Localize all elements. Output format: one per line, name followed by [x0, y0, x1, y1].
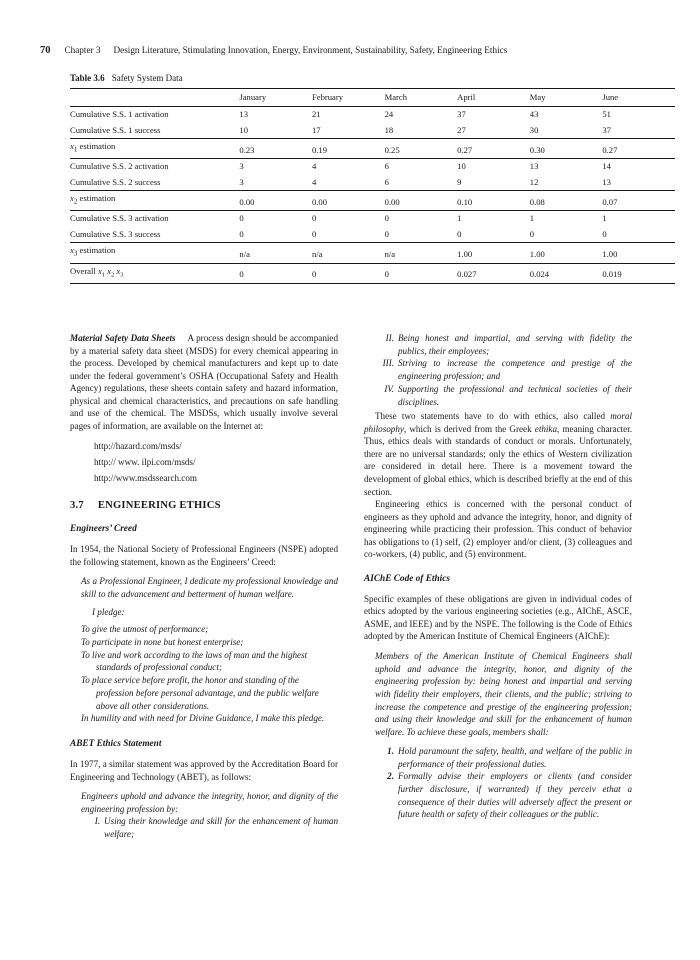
row-value: 0: [602, 228, 607, 239]
row-value: 0: [239, 228, 244, 239]
section-title: ENGINEERING ETHICS: [97, 500, 221, 512]
row-value: 6: [385, 159, 458, 175]
row-value: 0.00: [385, 191, 458, 211]
variable-subscript: 3: [73, 250, 78, 259]
list-marker: 2.: [387, 771, 394, 782]
row-value: 0.024: [530, 263, 603, 283]
row-value: 1: [602, 211, 675, 227]
row-label-rest: estimation: [77, 245, 116, 256]
row-value: 13: [530, 159, 603, 175]
row-label-x1: [70, 139, 239, 159]
section-number: 3.7: [70, 500, 84, 512]
row-value: 9: [457, 176, 462, 187]
list-item: [375, 383, 632, 408]
header-cell-april: April: [457, 89, 530, 107]
row-value: n/a: [239, 243, 312, 263]
row-label-overall: [70, 263, 239, 283]
variable-x: x: [70, 141, 74, 151]
row-value: 13: [602, 176, 611, 187]
abet-quote-block: [70, 790, 338, 841]
variable-subscript: 2: [73, 197, 78, 206]
abet-quote-continued: [364, 332, 632, 408]
row-value: 0: [529, 228, 535, 239]
row-value: 51: [602, 107, 675, 123]
table-row: [70, 243, 675, 263]
engineering-ethics-paragraph: Engineering ethics is concerned with the personal conduct of engineers as they uphold and advance the integrity, honor, and dignity of engineering while practicing their profession. This conduct of behavior has obligations to (1) self, (2) employer and/or client, (3) colleagues and co-workers, (4) public, and (5) environment.: [364, 499, 632, 560]
variable-x: x: [70, 193, 74, 204]
row-value: 0: [385, 263, 458, 283]
subheading-abet-ethics-statement: ABET Ethics Statement: [70, 738, 162, 749]
table-row: [70, 191, 675, 211]
creed-pledge-item: To live and work according to the laws of man and the highest standards of professional conduct;: [81, 649, 308, 673]
row-label: Cumulative S.S. 2 activation: [70, 159, 239, 175]
row-value: 0.25: [385, 139, 458, 159]
row-value: 4: [312, 159, 385, 175]
url-item-msdssearch[interactable]: http://www.msdssearch.com: [94, 472, 197, 483]
row-value: 10: [457, 159, 530, 175]
variable-x2: $x_2$: [107, 265, 115, 279]
moral-philosophy-paragraph: [364, 410, 632, 498]
running-head: [40, 44, 670, 57]
page-number: 70: [40, 45, 51, 56]
list-item-text: Supporting the professional and technical societies of their disciplines.: [398, 383, 632, 407]
row-value: 24: [385, 107, 458, 123]
row-value: 6: [384, 176, 389, 187]
msds-url-list: [70, 439, 338, 486]
list-item-text: Using their knowledge and skill for the enhancement of human welfare;: [104, 816, 338, 840]
table-caption: [70, 72, 675, 84]
row-value: 0: [239, 263, 312, 283]
moral-text-a: These two statements have to do with ethics, also called: [375, 411, 611, 422]
list-item: [81, 815, 338, 840]
list-item: [375, 770, 632, 821]
msds-paragraph: [70, 332, 338, 432]
row-value: 0.00: [239, 191, 312, 211]
row-value: 18: [384, 124, 394, 135]
header-cell-may: May: [530, 89, 603, 107]
creed-pledge-item: To give the utmost of performance;: [81, 624, 209, 635]
row-value: 0: [311, 228, 317, 239]
row-value: 0: [385, 211, 458, 227]
variable-x1: $x_1$: [97, 265, 106, 279]
row-value: n/a: [385, 243, 458, 263]
table-row: [70, 211, 675, 227]
table-row: [70, 263, 675, 283]
chapter-label: Chapter 3: [64, 45, 101, 55]
abet-intro-paragraph: In 1977, a similar statement was approved by the Accreditation Board for Engineering and Technology (ABET), as follows:: [70, 758, 338, 782]
body-columns: [70, 332, 632, 952]
header-cell-blank: [70, 89, 239, 107]
row-value: 0.27: [457, 139, 530, 159]
row-value: 1: [457, 211, 530, 227]
row-value: 37: [457, 107, 530, 123]
ethika-italic: ethika: [534, 423, 558, 434]
table-row: [70, 123, 675, 139]
left-column: [70, 332, 338, 841]
creed-pledge-item: In humility and with need for Divine Guidance, I make this pledge.: [81, 713, 325, 724]
variable-x3: $x_3$: [116, 265, 124, 279]
subheading-engineers-creed: Engineers’ Creed: [70, 524, 137, 535]
moral-text-c: , meaning character. Thus, ethics deals with standards of conduct or morals. Unfortunately, there are no universal standards; only the ethics of Western civilization are considered in detail here. There is a movement toward the development of global ethics, which is described briefly at the end of this section.: [364, 423, 632, 497]
creed-quote-first: As a Professional Engineer, I dedicate my professional knowledge and skill to the advancement and betterment of human welfare.: [81, 576, 338, 599]
row-value: 0.019: [602, 263, 675, 283]
table-row: [70, 107, 675, 123]
row-value: 0.00: [312, 191, 385, 211]
list-item: [375, 357, 632, 382]
moral-text-b: , which is derived from the Greek: [403, 423, 535, 434]
row-label: Cumulative S.S. 1 success: [70, 124, 161, 135]
aiche-quote-text: Members of the American Institute of Chemical Engineers shall uphold and advance the integrity, honor, and dignity of the engineering profession by: being honest and impartial and serving with fidelity their employers, their clients, and the public; striving to increase the competence and prestige of the engineering profession; and using their knowledge and skill for the enhancement of human welfare. To achieve these goals, members shall:: [375, 650, 632, 738]
row-value: 0.19: [312, 139, 385, 159]
subheading-aiche-code-of-ethics: AIChE Code of Ethics: [364, 573, 451, 584]
row-value: 0.027: [457, 263, 530, 283]
running-title: Design Literature, Stimulating Innovation, Energy, Environment, Sustainability, Safety, Engineering Ethics: [113, 45, 508, 55]
safety-system-data-table: [70, 88, 675, 284]
row-value: 1: [530, 211, 603, 227]
row-label-x3: [70, 243, 239, 263]
table-row: [70, 227, 675, 243]
msds-runin-heading: Material Safety Data Sheets: [70, 333, 176, 343]
engineers-creed-quote: [70, 575, 338, 725]
list-item: [375, 745, 632, 770]
row-label-rest: estimation: [77, 141, 116, 151]
list-item-text: Hold paramount the safety, health, and welfare of the public in performance of their professional duties.: [398, 745, 632, 769]
row-value: 1.00: [530, 243, 603, 263]
abet-roman-list: [81, 815, 338, 840]
aiche-code-quote: [364, 650, 632, 821]
variable-x: x: [70, 245, 74, 256]
creed-intro-paragraph: In 1954, the National Society of Professional Engineers (NSPE) adopted the following statement, known as the Engineers’ Creed:: [70, 544, 338, 567]
row-value: 3: [239, 176, 244, 187]
row-label: Cumulative S.S. 3 activation: [70, 211, 239, 227]
row-value: 0: [312, 211, 385, 227]
row-value: 0.30: [530, 139, 603, 159]
aiche-numbered-list: [375, 745, 632, 821]
header-cell-march: March: [385, 89, 458, 107]
abet-roman-list-continued: [375, 332, 632, 408]
row-value: 0.07: [602, 191, 675, 211]
row-value: 0.10: [457, 191, 530, 211]
list-marker: II.: [385, 333, 394, 343]
table-number: Table 3.6: [70, 73, 105, 83]
list-item: [375, 332, 632, 357]
row-value: 0.08: [530, 191, 603, 211]
abet-quote-intro: Engineers uphold and advance the integrity, honor, and dignity of the engineering profession by:: [81, 791, 338, 814]
variable-subscript: 1: [73, 145, 78, 154]
section-heading-3-7: [70, 499, 338, 513]
row-value: 0.23: [239, 139, 312, 159]
list-marker: IV.: [384, 383, 394, 394]
row-value: 27: [457, 124, 466, 135]
list-item-text: Formally advise their employers or clients (and consider further disclosure, if warranted) if they perceiv ethat a consequence of their duties will adversely affect the present or future health or safety of their colleagues or the public.: [398, 771, 632, 820]
row-value: 37: [602, 124, 611, 135]
right-column: [364, 332, 632, 821]
overall-label: Overall: [70, 265, 96, 276]
url-item-ilpi[interactable]: http:// www. ilpi.com/msds/: [94, 456, 196, 467]
row-label: Cumulative S.S. 2 success: [70, 176, 161, 187]
url-item-hazard[interactable]: http://hazard.com/msds/: [94, 441, 182, 452]
row-value: 1.00: [457, 243, 530, 263]
row-label-x2: [70, 191, 239, 211]
header-cell-june: June: [602, 89, 675, 107]
table-header-row: [70, 89, 675, 107]
moral-philosophy-italic: moral philosophy: [364, 411, 632, 434]
row-label-rest: estimation: [77, 193, 116, 204]
table-row: [70, 175, 675, 191]
row-value: 17: [311, 124, 321, 135]
creed-pledge-item: To participate in none but honest enterprise;: [81, 637, 244, 648]
row-value: 0.27: [602, 139, 675, 159]
row-value: 30: [529, 124, 539, 135]
row-value: 43: [530, 107, 603, 123]
header-cell-january: January: [239, 89, 312, 107]
msds-body-text: A process design should be accompanied by a material safety data sheet (MSDS) for every chemical appearing in the process. Developed by chemical manufacturers and kept up to date under the federal government’s OSHA (Occupational Safety and Health Agency) regulations, these sheets contain safety and hazard information, physical and chemical characteristics, and precautions on safe handling and use of the chemical. The MSDSs, which usually involve several pages of information, are available on the Internet at:: [70, 333, 338, 431]
row-value: 14: [602, 159, 675, 175]
row-value: 3: [239, 159, 312, 175]
table-title: Safety System Data: [111, 73, 183, 83]
row-value: 0: [312, 263, 385, 283]
list-item-text: Striving to increase the competence and prestige of the engineering profession; and: [398, 358, 632, 382]
list-marker: 1.: [387, 745, 394, 756]
row-value: 4: [311, 176, 317, 187]
row-value: n/a: [312, 243, 385, 263]
list-marker: I.: [94, 816, 100, 827]
row-label: Cumulative S.S. 1 activation: [70, 107, 239, 123]
row-value: 10: [239, 124, 248, 135]
header-cell-february: February: [312, 89, 385, 107]
creed-pledge-item: To place service before profit, the honor and standing of the profession before personal advantage, and the public welfare above all other considerations.: [81, 675, 319, 711]
table-row: [70, 159, 675, 175]
table-row: [70, 139, 675, 159]
aiche-intro-paragraph: Specific examples of these obligations are given in individual codes of ethics adopted by the various engineering societies (e.g., AIChE, ASCE, ASME, and IEEE) and by the NSPE. The following is the Code of Ethics adopted by the American Institute of Chemical Engineers (AIChE):: [364, 593, 632, 642]
row-value: 1.00: [602, 243, 675, 263]
row-value: 21: [312, 107, 385, 123]
row-value: 0: [239, 211, 312, 227]
row-value: 0: [384, 228, 389, 239]
table-3-6: [70, 72, 675, 284]
list-marker: III.: [382, 358, 394, 369]
row-value: 13: [239, 107, 312, 123]
creed-pledge-label: I pledge:: [92, 606, 125, 617]
row-label: Cumulative S.S. 3 success: [70, 228, 161, 239]
row-value: 0: [457, 228, 462, 239]
list-item-text: Being honest and impartial, and serving with fidelity the publics, their employees;: [398, 333, 632, 356]
row-value: 12: [529, 176, 539, 187]
